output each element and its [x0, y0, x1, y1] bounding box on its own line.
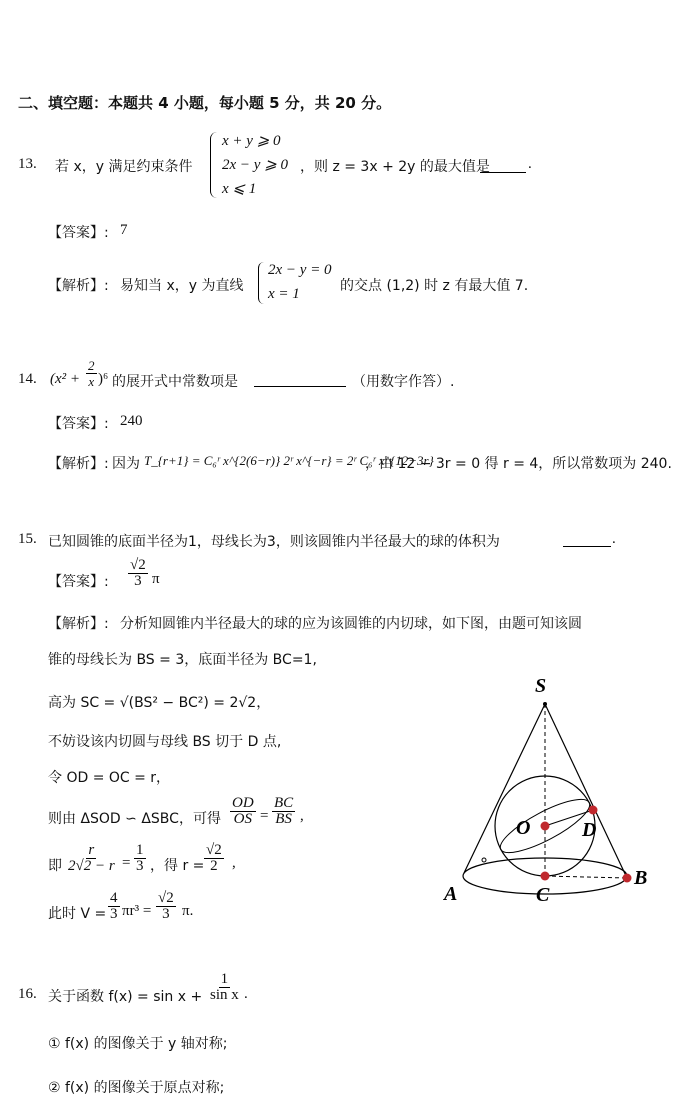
tangent-mark [482, 858, 486, 862]
label-D: D [582, 819, 597, 841]
q15-sim-frac2-num: BC [274, 795, 294, 811]
label-S: S [535, 675, 547, 697]
q15-r-frac2 [134, 843, 146, 874]
q15-r-frac1-num: r [88, 842, 95, 858]
q15-v-frac2-num: √2 [158, 890, 174, 906]
q15-analysis-label: 【解析】: [48, 616, 109, 632]
q15-v-frac2-den: 3 [162, 906, 170, 922]
q14-stem: 的展开式中常数项是 [112, 374, 238, 390]
q16-stem-a: 关于函数 f(x) = sin x + [48, 989, 203, 1005]
point-C [541, 872, 550, 881]
q15-r-frac1-den: 2√2 − r [68, 858, 115, 874]
q13-stem-a: 若 x，y 满足约束条件 [55, 159, 193, 175]
q15-v-frac1-den: 3 [110, 906, 118, 922]
q14-answer-blank[interactable] [254, 386, 346, 387]
q15-r-frac2-den: 3 [136, 858, 144, 874]
q15-analysis-1: 分析知圆锥内半径最大的球的应为该圆锥的内切球，如下图，由题可知该圆 [120, 616, 582, 632]
q13-analysis-label: 【解析】: [48, 278, 109, 294]
q15-r-frac3-den: 2 [210, 858, 218, 874]
q16-frac-num: 1 [220, 971, 229, 987]
q13-analysis-b: 的交点 (1,2) 时 z 有最大值 7. [340, 278, 529, 294]
q15-answer-frac [128, 558, 148, 589]
q15-answer-blank[interactable] [563, 546, 611, 547]
q14-expr-post: )⁶ [98, 371, 109, 387]
q13-stem-b: ，则 z = 3x + 2y 的最大值是 [300, 159, 490, 175]
q15-analysis-2: 锥的母线长为 BS = 3，底面半径为 BC=1, [48, 652, 317, 668]
q13-constraint-1: x + y ⩾ 0 [222, 133, 281, 149]
q15-r-frac3-num: √2 [206, 842, 222, 858]
q15-answer-label: 【答案】: [48, 574, 109, 590]
q13-answer-label: 【答案】: [48, 225, 109, 241]
q14-number: 14. [18, 371, 37, 387]
q15-number: 15. [18, 531, 37, 547]
q13-stem-end: . [528, 156, 532, 172]
q15-answer-pi: π [152, 571, 160, 587]
q15-sim-eq: = [260, 808, 269, 824]
q13-analysis-a: 易知当 x，y 为直线 [120, 278, 244, 294]
q15-r-frac1 [66, 843, 117, 874]
q15-v-frac1-num: 4 [110, 890, 118, 906]
cone-edge-SA [464, 704, 545, 873]
q15-line-sim-a: 则由 ΔSOD ∽ ΔSBC，可得 [48, 811, 221, 827]
section-heading: 二、填空题：本题共 4 小题，每小题 5 分，共 20 分。 [18, 94, 392, 112]
q15-stem-end: . [612, 531, 616, 547]
q15-sim-frac2-den: BS [275, 811, 292, 827]
q15-line-r-b: ，得 r = [150, 858, 205, 874]
q14-formula: T_{r+1} = C₆ʳ x^{2(6−r)} 2ʳ x^{−r} = 2ʳ C₆ʳ x^{12−3r} [144, 453, 434, 468]
q15-line-tangent: 不妨设该内切圆与母线 BS 切于 D 点, [48, 734, 282, 750]
q13-constraint-2: 2x − y ⩾ 0 [222, 157, 289, 173]
q15-line-let: 令 OD = OC = r， [48, 770, 171, 786]
q15-line-v-a: 此时 V = [48, 906, 107, 922]
q16-number: 16. [18, 986, 37, 1002]
q15-sim-frac1 [230, 796, 256, 827]
q13-line-2: x = 1 [268, 286, 300, 302]
q13-answer-blank[interactable] [480, 172, 526, 173]
point-D [589, 806, 598, 815]
q14-frac-num: 2 [88, 358, 95, 373]
q15-r-end: , [232, 855, 236, 871]
label-A: A [444, 883, 458, 905]
q13-answer-value: 7 [120, 222, 128, 238]
label-C: C [536, 884, 550, 906]
q15-sim-frac1-den: OS [233, 811, 252, 827]
point-B [623, 874, 632, 883]
q15-r-frac3 [204, 843, 224, 874]
q14-frac-den: x [88, 374, 95, 389]
q15-v-frac1 [108, 891, 120, 922]
q15-answer-den: 3 [134, 573, 142, 589]
q15-line-r-a: 即 [48, 858, 62, 874]
q13-lines-brace [258, 262, 264, 304]
q14-answer-value: 240 [120, 413, 143, 429]
cone-radius-CB [545, 876, 627, 878]
q15-sim-end: , [300, 808, 304, 824]
label-B: B [634, 867, 648, 889]
cone-figure [430, 668, 660, 908]
q14-answer-label: 【答案】: [48, 416, 109, 432]
q13-line-1: 2x − y = 0 [268, 262, 332, 278]
q13-brace [210, 132, 217, 198]
point-S [543, 702, 547, 706]
label-O: O [516, 817, 531, 839]
q15-sim-frac1-num: OD [232, 795, 254, 811]
q15-v-mid: πr³ = [122, 903, 152, 919]
q16-frac-den: sin x [210, 987, 239, 1003]
q13-constraint-3: x ⩽ 1 [222, 181, 257, 197]
q15-r-mid: = [122, 855, 131, 871]
q15-r-frac2-num: 1 [136, 842, 144, 858]
q15-line-height: 高为 SC = √(BS² − BC²) = 2√2， [48, 695, 271, 711]
q13-number: 13. [18, 156, 37, 172]
q16-frac [208, 972, 241, 1003]
q15-sim-frac2 [272, 796, 295, 827]
q14-analysis-label: 【解析】: [48, 456, 109, 472]
q14-expr-pre: (x² + [50, 371, 81, 387]
q16-item-1: ① f(x) 的图像关于 y 轴对称; [48, 1036, 228, 1052]
q16-item-2: ② f(x) 的图像关于原点对称; [48, 1080, 225, 1096]
q15-v-frac2 [156, 891, 176, 922]
cone-edge-SB [545, 704, 627, 878]
q15-stem: 已知圆锥的底面半径为1，母线长为3，则该圆锥内半径最大的球的体积为 [48, 534, 500, 550]
q15-v-end: π. [182, 903, 194, 919]
q14-analysis-b: ，由 12 − 3r = 0 得 r = 4，所以常数项为 240. [365, 456, 672, 472]
q14-frac [86, 358, 97, 389]
q15-answer-num: √2 [130, 557, 146, 573]
q14-analysis-a: 因为 [112, 456, 140, 472]
q14-stem-end: （用数字作答）. [352, 374, 455, 390]
point-O [541, 822, 550, 831]
q16-stem-end: . [244, 986, 248, 1002]
